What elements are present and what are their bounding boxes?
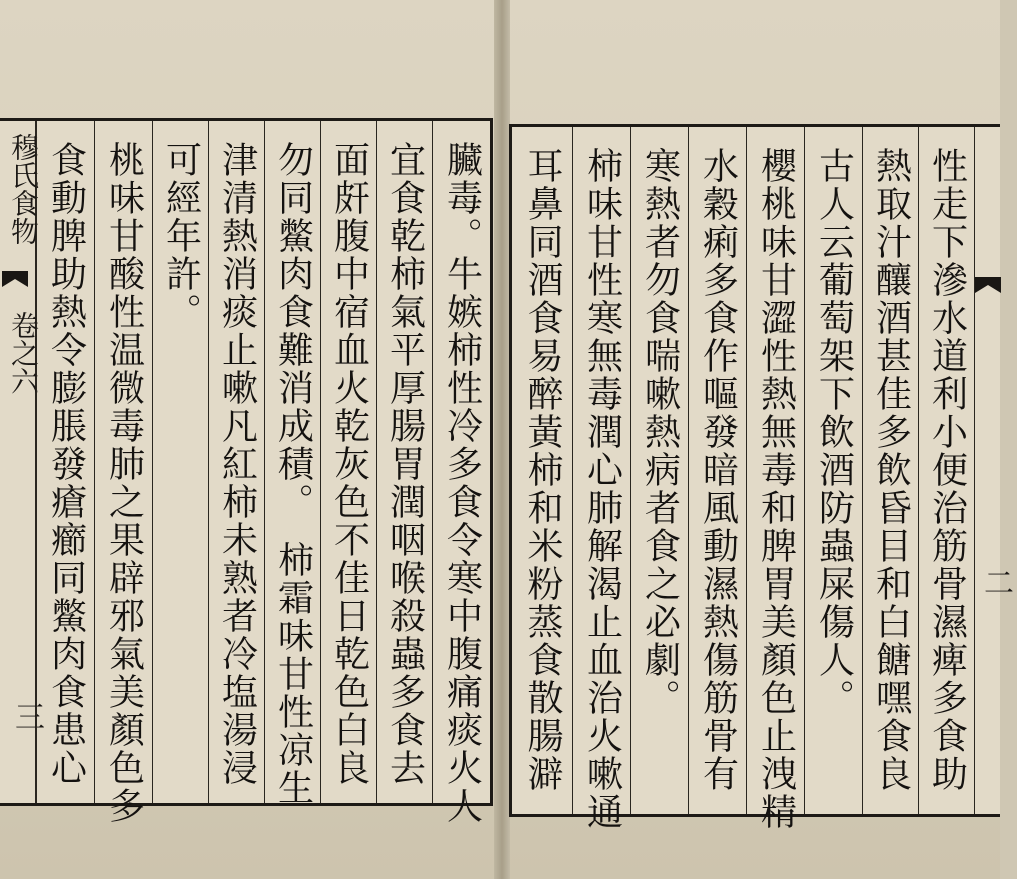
margin-strip	[974, 127, 1013, 814]
text-column: 性走下滲水道利小便治筋骨濕痺多食助	[918, 127, 974, 814]
text-column: 宜食乾柿氣平厚腸胃潤咽喉殺蟲多食去	[376, 121, 432, 803]
book-title: 穆氏食物	[7, 133, 40, 245]
fishtail-mark-icon	[2, 271, 28, 297]
text-column: 津清熱消痰止嗽凡紅柿未熟者冷塩湯浸	[208, 121, 264, 803]
left-text-frame	[0, 118, 493, 825]
text-column: 食動脾助熱令膨脹發瘡癤同鱉肉食患心	[36, 121, 94, 803]
text-column: 熱取汁釀酒甚佳多飲昏目和白餹嘿食良	[862, 127, 918, 814]
page-number: 二	[978, 567, 1013, 597]
text-column: 櫻桃味甘澀性熱無毒和脾胃美顏色止洩精	[746, 127, 804, 814]
text-column: 耳鼻同酒食易醉黃柿和米粉蒸食散腸澼	[522, 147, 563, 793]
text-column: 勿同鱉肉食難消成積。 柿霜味甘性凉生	[264, 121, 320, 803]
fishtail-mark-icon	[975, 277, 1001, 303]
right-text-frame	[509, 124, 1013, 831]
text-column: 可經年許。	[152, 121, 208, 803]
text-column: 寒熱者勿食喘嗽熱病者食之必劇。	[630, 127, 688, 814]
text-column: 柿味甘性寒無毒潤心肺解渴止血治火嗽通	[572, 127, 630, 814]
text-column: 古人云葡萄架下飲酒防蟲屎傷人。	[804, 127, 862, 814]
volume-label: 卷之六	[7, 311, 40, 395]
text-column: 桃味甘酸性温微毒肺之果辟邪氣美顏色多	[94, 121, 152, 803]
page-number: 三	[9, 701, 44, 731]
text-column: 臟毒。牛嫉柿性冷多食令寒中腹痛痰火人	[432, 121, 490, 803]
margin-strip	[0, 121, 44, 803]
text-column: 面皯腹中宿血火乾灰色不佳日乾色白良	[320, 121, 376, 803]
book-gutter	[494, 0, 510, 879]
text-column: 水穀痢多食作嘔發暗風動濕熱傷筋骨有	[688, 127, 746, 814]
